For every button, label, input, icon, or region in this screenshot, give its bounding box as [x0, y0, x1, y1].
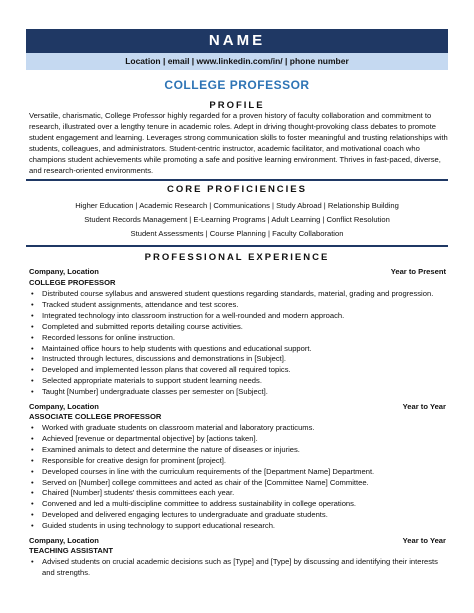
list-item: • Distributed course syllabus and answered student questions regarding standards, material, grading and progression. [29, 289, 446, 300]
list-item: • Completed and submitted reports detailing course activities. [29, 322, 446, 333]
list-item: • Developed and implemented lesson plans that covered all required topics. [29, 365, 446, 376]
profile-heading: PROFILE [209, 100, 265, 111]
list-item: • Selected appropriate materials to support student learning needs. [29, 376, 446, 387]
job-dates: Year to Present [390, 267, 446, 276]
list-item: • Instructed through lectures, discussions and demonstrations in [Subject]. [29, 354, 446, 365]
proficiencies-heading: CORE PROFICIENCIES [167, 184, 307, 195]
list-item: • Examined animals to detect and determine the nature of diseases or injuries. [29, 445, 446, 456]
proficiencies-line: Student Records Management | E-Learning Programs | Adult Learning | Conflict Resolution [84, 215, 390, 224]
profile-text: Versatile, charismatic, College Professor highly regarded for a proven history of faculty collaboration and commitment to research, illustrated over a lengthy tenure in academic roles. Adept in driving thought-provoking class debates to promote student engagement and learning. Leverages strong communication skills to foster meaningful and trusting relationships with students, colleagues, and administrators. Student-centric instructor, academic facilitator, and motivational coach who champions student achievements while promoting a safe and positive learning environment. Thrives in fast-paced, diverse, and research-oriented environments. [29, 111, 448, 175]
company-location: Company, Location [29, 402, 99, 411]
section-divider [26, 245, 448, 247]
list-item: • Developed courses in line with the curriculum requirements of the [Department Name] Department. [29, 467, 446, 478]
list-item: • Responsible for creative design for prominent [project]. [29, 456, 446, 467]
list-item: • Worked with graduate students on classroom material and laboratory practicums. [29, 423, 446, 434]
job-bullets [29, 289, 446, 398]
job-bullets [29, 423, 446, 532]
list-item: • Chaired [Number] students' thesis committees each year. [29, 488, 446, 499]
job-role: ASSOCIATE COLLEGE PROFESSOR [29, 412, 162, 421]
name-banner: NAME [26, 29, 448, 53]
list-item: • Tracked student assignments, attendance and test scores. [29, 300, 446, 311]
experience-heading: PROFESSIONAL EXPERIENCE [144, 252, 330, 263]
list-item: • Achieved [revenue or departmental objective] by [actions taken]. [29, 434, 446, 445]
proficiencies-line: Higher Education | Academic Research | Communications | Study Abroad | Relationship Building [75, 201, 399, 210]
job-dates: Year to Year [402, 402, 446, 411]
list-item: • Maintained office hours to help students with questions and educational support. [29, 344, 446, 355]
company-location: Company, Location [29, 536, 99, 545]
job-dates: Year to Year [402, 536, 446, 545]
job-role: TEACHING ASSISTANT [29, 546, 113, 555]
section-divider [26, 179, 448, 181]
list-item: • Guided students in using technology to support educational research. [29, 521, 446, 532]
job-role: COLLEGE PROFESSOR [29, 278, 116, 287]
list-item: • Integrated technology into classroom instruction for a well-rounded and modern approach. [29, 311, 446, 322]
job-title: COLLEGE PROFESSOR [164, 78, 310, 92]
list-item: • Advised students on crucial academic decisions such as [Type] and [Type] by discussing and identifying their interests and strengths. [29, 557, 446, 579]
contact-info: Location | email | www.linkedin.com/in/ | phone number [26, 53, 448, 70]
job-bullets [29, 557, 446, 579]
list-item: • Recorded lessons for online instruction. [29, 333, 446, 344]
company-location: Company, Location [29, 267, 99, 276]
list-item: • Taught [Number] undergraduate classes per semester on [Subject]. [29, 387, 446, 398]
proficiencies-line: Student Assessments | Course Planning | Faculty Collaboration [130, 229, 344, 238]
list-item: • Served on [Number] college committees and acted as chair of the [Committee Name] Committee. [29, 478, 446, 489]
list-item: • Developed and delivered engaging lectures to undergraduate and graduate students. [29, 510, 446, 521]
list-item: • Convened and led a multi-discipline committee to address sustainability in college operations. [29, 499, 446, 510]
